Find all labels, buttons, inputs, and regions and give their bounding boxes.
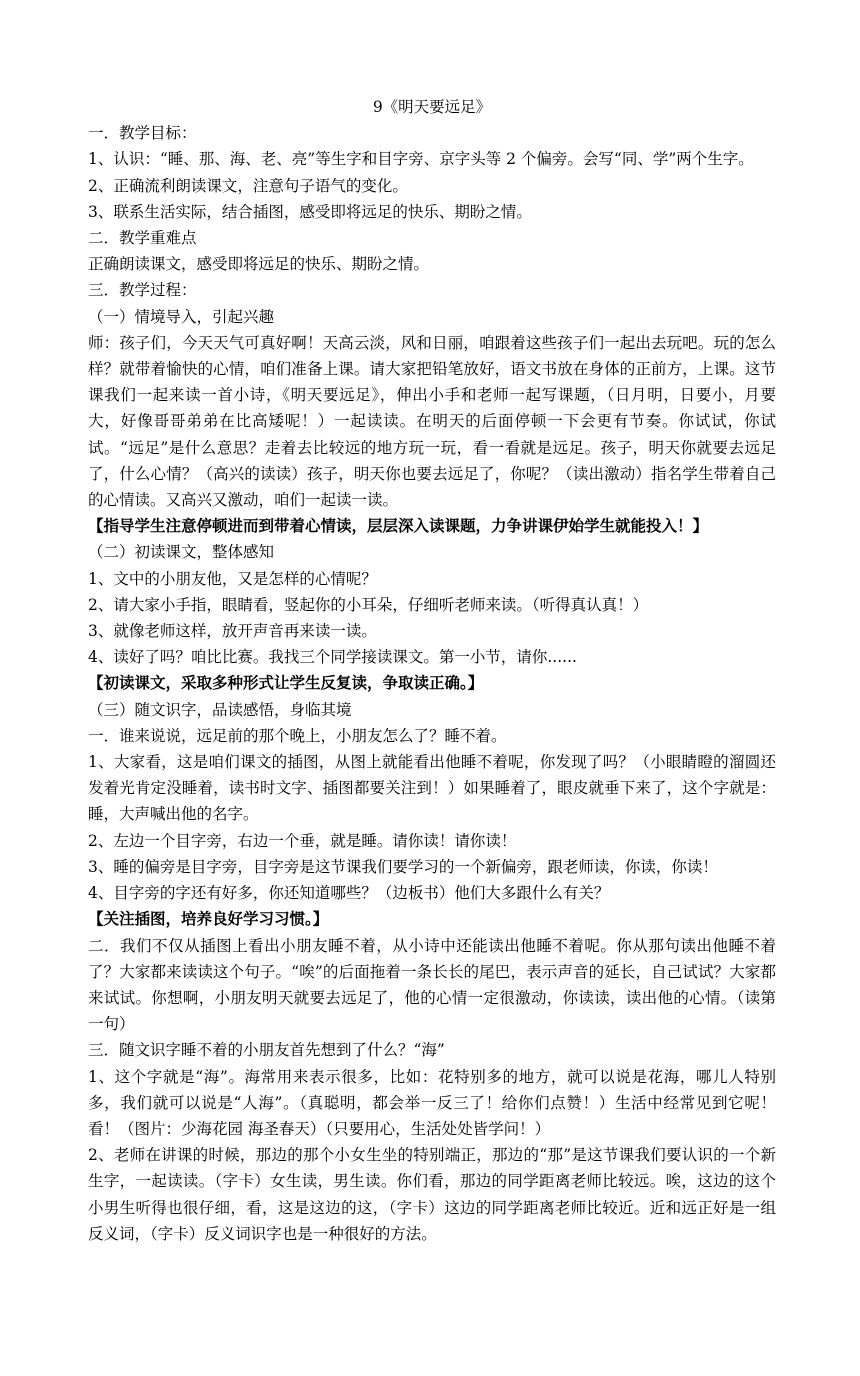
document-title: 9《明天要远足》 (372, 98, 492, 116)
document-paragraph: （二）初读课文，整体感知 (88, 543, 275, 562)
document-paragraph: 3、联系生活实际，结合插图，感受即将远足的快乐、期盼之情。 (88, 202, 532, 221)
document-paragraph: （一）情境导入，引起兴趣 (88, 307, 275, 326)
document-paragraph: 4、读好了吗？咱比比赛。我找三个同学接读课文。第一小节，请你...... (88, 648, 577, 667)
document-body (88, 120, 776, 1247)
teaching-note: 【初读课文，采取多种形式让学生反复读，争取读正确。】 (88, 673, 484, 693)
document-paragraph: 2、老师在讲课的时候，那边的那个小女生坐的特别端正，那边的“那”是这节课我们要认识的一个新生字，一起读读。（字卡）女生读，男生读。你们看，那边的同学距离老师比较远。唉，这边的这个小男生听得也很仔细，看，这是这边的这，（字卡）这边的同学距离老师比较近。近和远正好是一组反义词，（字卡）反义词识字也是一种很好的方法。 (88, 1146, 776, 1243)
document-paragraph: 1、大家看，这是咱们课文的插图，从图上就能看出他睡不着呢，你发现了吗？（小眼睛瞪的溜圆还发着光肯定没睡着，读书时文字、插图都要关注到！）如果睡着了，眼皮就垂下来了，这个字就是：睡，大声喊出他的名字。 (88, 753, 776, 824)
document-paragraph: 2、请大家小手指，眼睛看，竖起你的小耳朵，仔细听老师来读。（听得真认真！） (88, 595, 649, 614)
teaching-note: 【关注插图，培养良好学习习惯。】 (88, 909, 329, 929)
document-paragraph: 一．谁来说说，远足前的那个晚上，小朋友怎么了？睡不着。 (88, 726, 507, 745)
teaching-note: 【指导学生注意停顿进而到带着心情读，层层深入读课题，力争讲课伊始学生就能投入！】 (88, 516, 709, 536)
document-paragraph: 三．教学过程： (88, 281, 197, 300)
document-paragraph: 1、文中的小朋友他，又是怎样的心情呢？ (88, 569, 377, 588)
document-paragraph: 4、目字旁的字还有好多，你还知道哪些？（边板书）他们大多跟什么有关？ (88, 884, 610, 903)
document-paragraph: 1、这个字就是“海”。海常用来表示很多，比如：花特别多的地方，就可以说是花海，哪儿人特别多，我们就可以说是“人海”。（真聪明，都会举一反三了！给你们点赞！）生活中经常见到它呢！看！（图片：少海花园 海圣春天）（只要用心，生活处处皆学问！） (88, 1067, 776, 1138)
document-paragraph: 2、正确流利朗读课文，注意句子语气的变化。 (88, 176, 408, 195)
document-paragraph: 一．教学目标： (88, 124, 197, 143)
document-paragraph: 1、认识：“睡、那、海、老、亮”等生字和目字旁、京字头等 2 个偏旁。会写“同、学”两个生字。 (88, 150, 754, 169)
document-paragraph: 二．我们不仅从插图上看出小朋友睡不着，从小诗中还能读出他睡不着呢。你从那句读出他睡不着了？大家都来读读这个句子。“唉”的后面拖着一条长长的尾巴，表示声音的延长，自己试试？大家都来试试。你想啊，小朋友明天就要去远足了，他的心情一定很激动，你读读，读出他的心情。（读第一句） (88, 936, 776, 1034)
document-paragraph: 二．教学重难点 (88, 229, 197, 248)
document-paragraph: 正确朗读课文，感受即将远足的快乐、期盼之情。 (88, 255, 430, 274)
document-paragraph: 2、左边一个目字旁，右边一个垂，就是睡。请你读！请你读！ (88, 831, 517, 850)
document-paragraph: 师：孩子们，今天天气可真好啊！天高云淡，风和日丽，咱跟着这些孩子们一起出去玩吧。玩的怎么样？就带着愉快的心情，咱们准备上课。请大家把铅笔放好，语文书放在身体的正前方，上课。这节课我们一起来读一首小诗，《明天要远足》，伸出小手和老师一起写课题，（日月明，日要小，月要大，好像哥哥弟弟在比高矮呢！）一起读读。在明天的后面停顿一下会更有节奏。你试试，你试试。“远足”是什么意思？走着去比较远的地方玩一玩，看一看就是远足。孩子，明天你就要去远足了，什么心情？（高兴的读读）孩子，明天你也要去远足了，你呢？（读出激动）指名学生带着自己的心情读。又高兴又激动，咱们一起读一读。 (88, 333, 776, 510)
document-paragraph: （三）随文识字，品读感悟，身临其境 (88, 700, 352, 719)
document-paragraph: 3、睡的偏旁是目字旁，目字旁是这节课我们要学习的一个新偏旁，跟老师读，你读，你读！ (88, 857, 718, 876)
document-paragraph: 三．随文识字睡不着的小朋友首先想到了什么？“海” (88, 1041, 445, 1060)
document-paragraph: 3、就像老师这样，放开声音再来读一读。 (88, 622, 377, 641)
document-page (88, 94, 776, 1247)
